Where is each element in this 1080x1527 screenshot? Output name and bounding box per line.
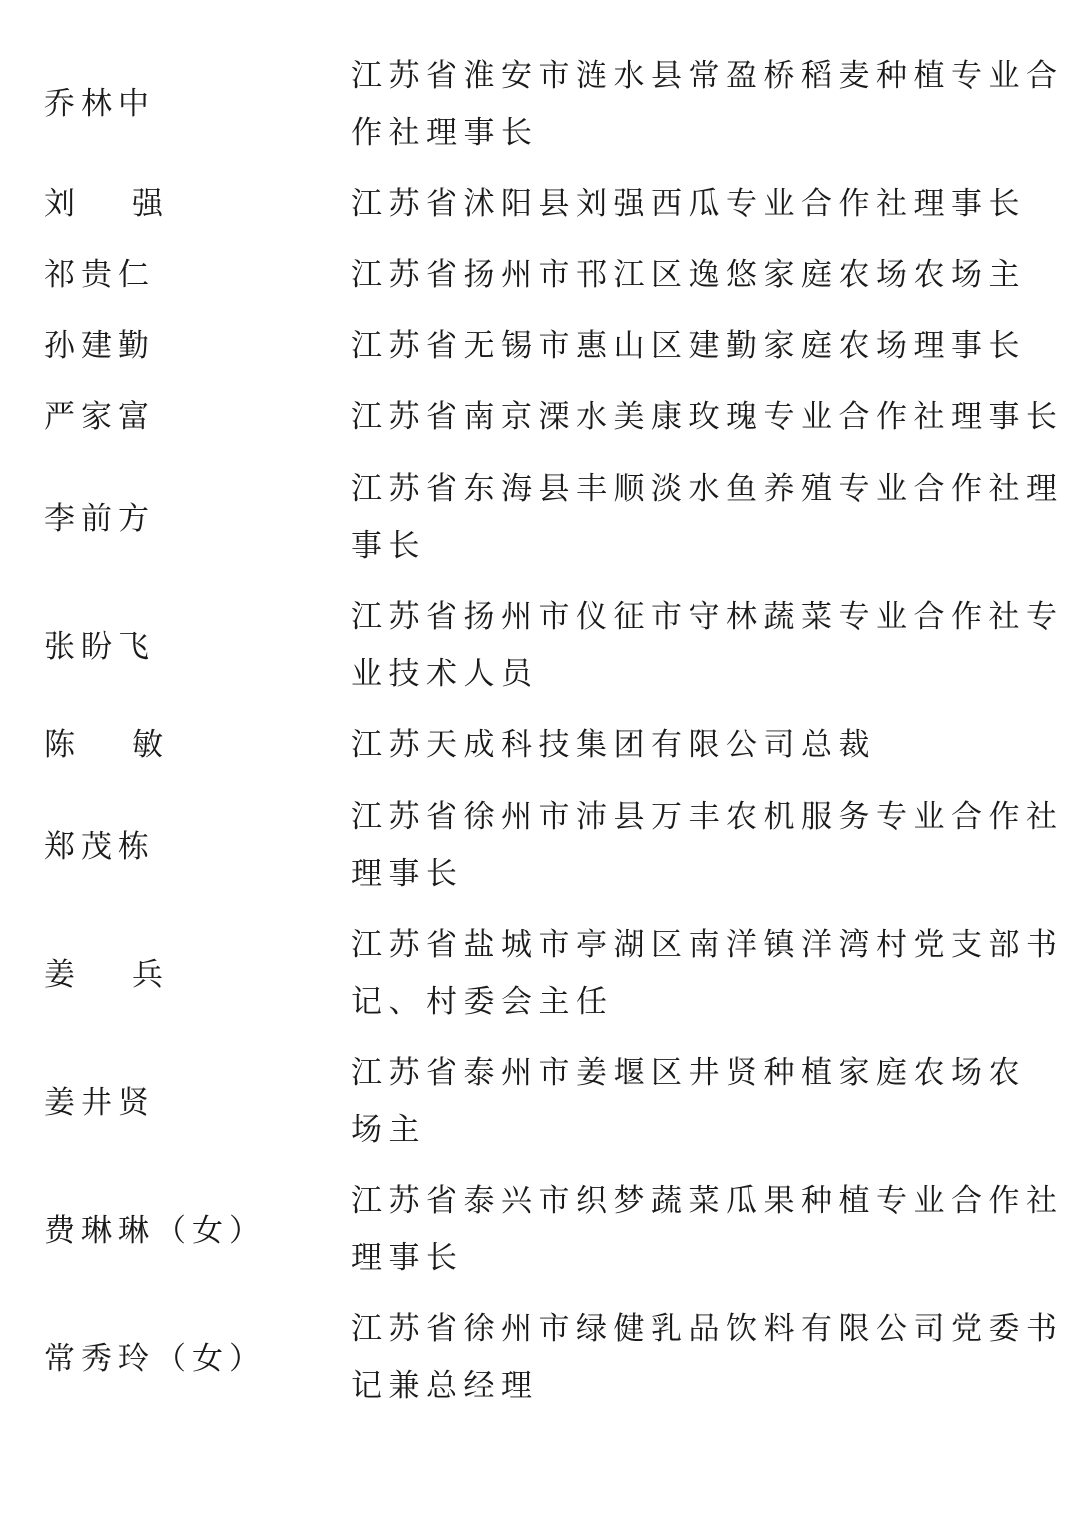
title-line: 江苏省淮安市涟水县常盈桥稻麦种植专业合	[351, 58, 1064, 94]
person-title	[351, 247, 1051, 304]
person-title	[351, 389, 1064, 446]
person-title	[351, 1301, 1064, 1415]
person-title	[351, 461, 1064, 575]
person-name: 张盼飞	[44, 629, 155, 665]
person-name: 郑茂栋	[44, 829, 155, 865]
person-name: 孙建勤	[44, 328, 155, 364]
title-line: 江苏省沭阳县刘强西瓜专业合作社理事长	[351, 186, 1026, 222]
person-name: 严家富	[44, 399, 155, 435]
title-line: 江苏省扬州市仪征市守林蔬菜专业合作社专	[351, 599, 1064, 635]
person-name: 姜井贤	[44, 1085, 155, 1121]
person-title	[351, 589, 1064, 703]
title-line: 记、村委会主任	[351, 984, 614, 1020]
person-title	[351, 917, 1064, 1031]
person-title	[351, 176, 1051, 233]
person-title	[351, 1173, 1064, 1287]
person-title	[351, 48, 1064, 162]
title-line: 江苏省徐州市绿健乳品饮料有限公司党委书	[351, 1311, 1064, 1347]
person-name: 费琳琳（女）	[44, 1213, 266, 1249]
person-title	[351, 789, 1064, 903]
title-line: 江苏天成科技集团有限公司总裁	[351, 727, 876, 763]
title-line: 江苏省泰州市姜堰区井贤种植家庭农场农	[351, 1055, 1026, 1091]
title-line: 作社理事长	[351, 115, 539, 151]
person-name: 姜 兵	[44, 957, 176, 993]
title-line: 事长	[351, 528, 426, 564]
person-title	[351, 717, 1051, 774]
person-title	[351, 318, 1051, 375]
person-name: 李前方	[44, 501, 155, 537]
title-line: 江苏省徐州市沛县万丰农机服务专业合作社	[351, 799, 1064, 835]
title-line: 江苏省盐城市亭湖区南洋镇洋湾村党支部书	[351, 927, 1064, 963]
title-line: 江苏省南京溧水美康玫瑰专业合作社理事长	[351, 399, 1064, 435]
title-line: 记兼总经理	[351, 1368, 539, 1404]
person-title	[351, 1045, 1051, 1159]
person-name: 常秀玲（女）	[44, 1341, 266, 1377]
title-line: 江苏省扬州市邗江区逸悠家庭农场农场主	[351, 257, 1026, 293]
title-line: 江苏省东海县丰顺淡水鱼养殖专业合作社理	[351, 471, 1064, 507]
title-line: 场主	[351, 1112, 426, 1148]
person-name: 祁贵仁	[44, 257, 155, 293]
person-name: 刘 强	[44, 186, 176, 222]
title-line: 理事长	[351, 856, 464, 892]
title-line: 江苏省泰兴市织梦蔬菜瓜果种植专业合作社	[351, 1183, 1064, 1219]
person-name: 陈 敏	[44, 727, 176, 763]
title-line: 业技术人员	[351, 656, 539, 692]
person-name: 乔林中	[44, 86, 155, 122]
title-line: 理事长	[351, 1240, 464, 1276]
title-line: 江苏省无锡市惠山区建勤家庭农场理事长	[351, 328, 1026, 364]
